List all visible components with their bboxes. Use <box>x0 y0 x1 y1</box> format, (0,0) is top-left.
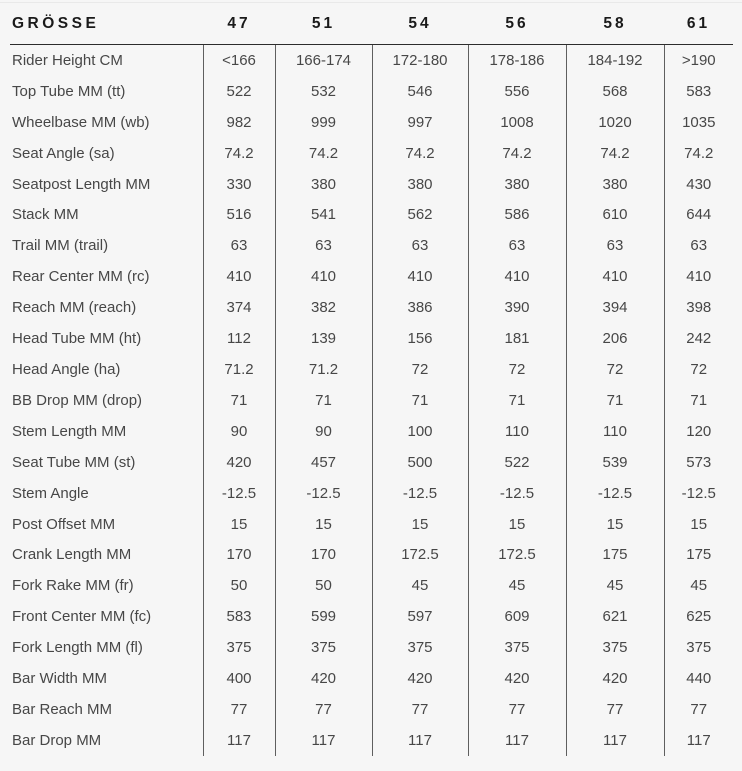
spec-value: 50 <box>275 570 372 601</box>
spec-value: 522 <box>468 447 566 478</box>
spec-row <box>10 694 733 725</box>
spec-value: 410 <box>566 261 664 292</box>
spec-value: 74.2 <box>664 138 733 169</box>
spec-row-label: Seat Angle (sa) <box>12 144 115 162</box>
geometry-table-body <box>10 45 733 756</box>
spec-row <box>10 169 733 200</box>
spec-value: 71 <box>275 385 372 416</box>
spec-row <box>10 138 733 169</box>
spec-row <box>10 509 733 540</box>
spec-row-label: Bar Width MM <box>12 670 108 688</box>
spec-value: 410 <box>468 261 566 292</box>
size-column-header: 54 <box>372 3 468 45</box>
spec-value: 112 <box>203 323 275 354</box>
spec-value: 50 <box>203 570 275 601</box>
spec-row-label: Rider Height CM <box>12 51 123 69</box>
spec-value: 597 <box>372 601 468 632</box>
spec-value: -12.5 <box>372 478 468 509</box>
spec-value: -12.5 <box>468 478 566 509</box>
spec-value: 375 <box>664 632 733 663</box>
spec-value: 546 <box>372 76 468 107</box>
size-column-header: 58 <box>566 3 664 45</box>
spec-value: 644 <box>664 200 733 231</box>
spec-value: 982 <box>203 107 275 138</box>
spec-value: 90 <box>203 416 275 447</box>
spec-row-label: Crank Length MM <box>12 546 132 564</box>
spec-value: 375 <box>275 632 372 663</box>
spec-value: 172-180 <box>372 45 468 76</box>
spec-value: 156 <box>372 323 468 354</box>
spec-value: 72 <box>372 354 468 385</box>
spec-value: 440 <box>664 663 733 694</box>
spec-value: 166-174 <box>275 45 372 76</box>
spec-value: 77 <box>372 694 468 725</box>
spec-value: 74.2 <box>372 138 468 169</box>
spec-row-label: Seatpost Length MM <box>12 175 151 193</box>
spec-row <box>10 601 733 632</box>
spec-value: 400 <box>203 663 275 694</box>
size-column-header: 61 <box>664 3 733 45</box>
spec-value: 380 <box>566 169 664 200</box>
spec-value: 410 <box>664 261 733 292</box>
spec-value: 398 <box>664 292 733 323</box>
spec-value: 375 <box>372 632 468 663</box>
spec-value: 556 <box>468 76 566 107</box>
spec-value: 15 <box>566 509 664 540</box>
spec-value: 45 <box>468 570 566 601</box>
spec-row-label: Bar Reach MM <box>12 700 113 718</box>
spec-value: 172.5 <box>372 540 468 571</box>
spec-row <box>10 416 733 447</box>
spec-value: 117 <box>566 725 664 756</box>
spec-value: 999 <box>275 107 372 138</box>
spec-value: 532 <box>275 76 372 107</box>
spec-value: 170 <box>203 540 275 571</box>
spec-value: 15 <box>468 509 566 540</box>
spec-value: 90 <box>275 416 372 447</box>
spec-row <box>10 261 733 292</box>
spec-value: 77 <box>566 694 664 725</box>
spec-row <box>10 354 733 385</box>
spec-value: 175 <box>566 540 664 571</box>
spec-value: 1035 <box>664 107 733 138</box>
spec-row <box>10 107 733 138</box>
spec-value: 430 <box>664 169 733 200</box>
spec-value: 382 <box>275 292 372 323</box>
spec-value: 15 <box>372 509 468 540</box>
spec-row-label: Rear Center MM (rc) <box>12 268 150 286</box>
spec-value: 63 <box>468 230 566 261</box>
spec-row <box>10 45 733 76</box>
spec-row <box>10 292 733 323</box>
spec-row <box>10 447 733 478</box>
spec-value: 72 <box>566 354 664 385</box>
spec-row <box>10 323 733 354</box>
spec-row-label: Head Angle (ha) <box>12 361 121 379</box>
spec-row-label: Fork Length MM (fl) <box>12 639 143 657</box>
spec-value: 380 <box>372 169 468 200</box>
spec-row <box>10 663 733 694</box>
spec-value: 15 <box>203 509 275 540</box>
size-column-header: 56 <box>468 3 566 45</box>
spec-value: 71 <box>664 385 733 416</box>
spec-value: 386 <box>372 292 468 323</box>
spec-value: 72 <box>468 354 566 385</box>
size-column-header: 51 <box>275 3 372 45</box>
spec-row <box>10 76 733 107</box>
spec-value: 77 <box>203 694 275 725</box>
spec-value: 74.2 <box>275 138 372 169</box>
spec-value: 586 <box>468 200 566 231</box>
spec-value: 610 <box>566 200 664 231</box>
spec-value: 110 <box>468 416 566 447</box>
spec-row-label: Front Center MM (fc) <box>12 608 152 626</box>
spec-value: 175 <box>664 540 733 571</box>
spec-value: 1020 <box>566 107 664 138</box>
geometry-size-table <box>10 3 733 756</box>
spec-value: 410 <box>203 261 275 292</box>
spec-value: 420 <box>372 663 468 694</box>
spec-value: 74.2 <box>203 138 275 169</box>
spec-value: 420 <box>468 663 566 694</box>
spec-row <box>10 478 733 509</box>
spec-value: 242 <box>664 323 733 354</box>
size-column-header: 47 <box>203 3 275 45</box>
spec-value: 77 <box>664 694 733 725</box>
spec-value: 63 <box>372 230 468 261</box>
spec-value: 63 <box>275 230 372 261</box>
spec-value: 516 <box>203 200 275 231</box>
spec-value: 139 <box>275 323 372 354</box>
spec-value: 63 <box>203 230 275 261</box>
spec-value: 72 <box>664 354 733 385</box>
spec-row-label: Fork Rake MM (fr) <box>12 577 134 595</box>
spec-value: 184-192 <box>566 45 664 76</box>
spec-value: 500 <box>372 447 468 478</box>
spec-value: 583 <box>664 76 733 107</box>
spec-row-label: Trail MM (trail) <box>12 237 109 255</box>
spec-value: 410 <box>372 261 468 292</box>
spec-value: 45 <box>566 570 664 601</box>
spec-value: 117 <box>275 725 372 756</box>
spec-value: 74.2 <box>566 138 664 169</box>
spec-row <box>10 230 733 261</box>
spec-value: 71 <box>468 385 566 416</box>
spec-row-label: BB Drop MM (drop) <box>12 391 143 409</box>
spec-value: 420 <box>566 663 664 694</box>
spec-row-label: Top Tube MM (tt) <box>12 82 126 100</box>
spec-value: <166 <box>203 45 275 76</box>
spec-value: 100 <box>372 416 468 447</box>
spec-row <box>10 385 733 416</box>
spec-row <box>10 632 733 663</box>
spec-value: -12.5 <box>664 478 733 509</box>
spec-value: 117 <box>468 725 566 756</box>
spec-value: 71.2 <box>203 354 275 385</box>
spec-row <box>10 725 733 756</box>
spec-value: 110 <box>566 416 664 447</box>
spec-value: 74.2 <box>468 138 566 169</box>
spec-value: 71 <box>203 385 275 416</box>
spec-row-label: Wheelbase MM (wb) <box>12 113 150 131</box>
spec-value: 539 <box>566 447 664 478</box>
spec-value: 45 <box>372 570 468 601</box>
spec-value: 71 <box>566 385 664 416</box>
spec-row <box>10 200 733 231</box>
spec-row-label: Post Offset MM <box>12 515 116 533</box>
spec-value: 71 <box>372 385 468 416</box>
spec-value: 181 <box>468 323 566 354</box>
spec-row-label: Stem Length MM <box>12 422 127 440</box>
spec-value: 522 <box>203 76 275 107</box>
spec-value: 390 <box>468 292 566 323</box>
spec-value: 15 <box>664 509 733 540</box>
spec-row-label: Bar Drop MM <box>12 731 102 749</box>
size-table-corner-label: GRÖSSE <box>10 3 203 45</box>
spec-value: 178-186 <box>468 45 566 76</box>
spec-value: 621 <box>566 601 664 632</box>
spec-value: 63 <box>664 230 733 261</box>
spec-row-label: Seat Tube MM (st) <box>12 453 136 471</box>
spec-value: 117 <box>664 725 733 756</box>
spec-value: 380 <box>275 169 372 200</box>
spec-value: 625 <box>664 601 733 632</box>
spec-value: 375 <box>203 632 275 663</box>
spec-value: 599 <box>275 601 372 632</box>
spec-value: 77 <box>275 694 372 725</box>
spec-value: 562 <box>372 200 468 231</box>
spec-value: 380 <box>468 169 566 200</box>
spec-value: 172.5 <box>468 540 566 571</box>
spec-row-label: Head Tube MM (ht) <box>12 330 142 348</box>
spec-value: 997 <box>372 107 468 138</box>
spec-value: 170 <box>275 540 372 571</box>
spec-value: 609 <box>468 601 566 632</box>
size-header-row <box>10 3 733 45</box>
spec-value: 583 <box>203 601 275 632</box>
spec-value: 410 <box>275 261 372 292</box>
spec-value: 15 <box>275 509 372 540</box>
spec-value: 71.2 <box>275 354 372 385</box>
spec-value: 117 <box>372 725 468 756</box>
spec-value: 63 <box>566 230 664 261</box>
spec-value: -12.5 <box>203 478 275 509</box>
spec-value: -12.5 <box>275 478 372 509</box>
spec-value: 45 <box>664 570 733 601</box>
spec-value: 117 <box>203 725 275 756</box>
spec-row <box>10 570 733 601</box>
spec-value: 375 <box>468 632 566 663</box>
spec-value: 573 <box>664 447 733 478</box>
spec-value: -12.5 <box>566 478 664 509</box>
spec-value: 206 <box>566 323 664 354</box>
spec-row-label: Stem Angle <box>12 484 89 502</box>
spec-value: 375 <box>566 632 664 663</box>
spec-value: >190 <box>664 45 733 76</box>
spec-value: 77 <box>468 694 566 725</box>
spec-row-label: Reach MM (reach) <box>12 299 137 317</box>
spec-value: 541 <box>275 200 372 231</box>
spec-value: 420 <box>275 663 372 694</box>
spec-value: 1008 <box>468 107 566 138</box>
spec-row <box>10 540 733 571</box>
spec-row-label: Stack MM <box>12 206 79 224</box>
spec-value: 120 <box>664 416 733 447</box>
spec-value: 374 <box>203 292 275 323</box>
spec-value: 330 <box>203 169 275 200</box>
spec-value: 457 <box>275 447 372 478</box>
spec-value: 394 <box>566 292 664 323</box>
spec-value: 568 <box>566 76 664 107</box>
spec-value: 420 <box>203 447 275 478</box>
